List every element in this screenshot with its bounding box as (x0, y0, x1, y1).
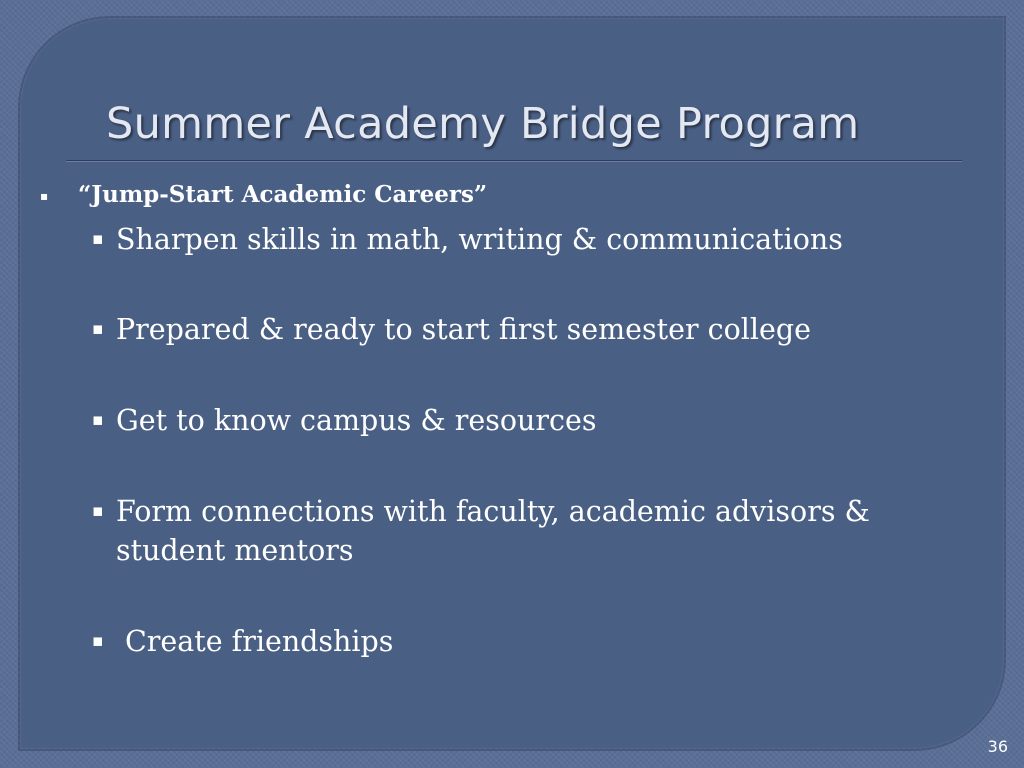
sub-bullet-item (92, 310, 972, 349)
bullet-icon: ▪ (92, 229, 104, 249)
sub-bullet-item (92, 622, 972, 661)
sub-bullet-item (92, 401, 972, 440)
main-bullet-text: “Jump-Start Academic Careers” (78, 181, 488, 208)
sub-bullet-text: Get to know campus & resources (116, 404, 597, 437)
bullet-icon: ▪ (40, 189, 49, 203)
bullet-icon: ▪ (92, 501, 104, 521)
sub-bullet-text: Prepared & ready to start first semester college (116, 313, 811, 346)
page-number: 36 (987, 737, 1008, 756)
bullet-icon: ▪ (92, 631, 104, 651)
slide-title: Summer Academy Bridge Program (106, 99, 860, 149)
title-divider (66, 160, 962, 162)
sub-bullet-text: Create friendships (125, 625, 394, 658)
sub-bullet-text: Sharpen skills in math, writing & communications (116, 223, 843, 256)
main-bullet-item (40, 178, 487, 213)
bullet-icon: ▪ (92, 410, 104, 430)
sub-bullet-item (92, 220, 972, 259)
sub-bullet-text: Form connections with faculty, academic advisors & student mentors (116, 495, 870, 567)
sub-bullet-item (92, 492, 962, 570)
bullet-icon: ▪ (92, 319, 104, 339)
